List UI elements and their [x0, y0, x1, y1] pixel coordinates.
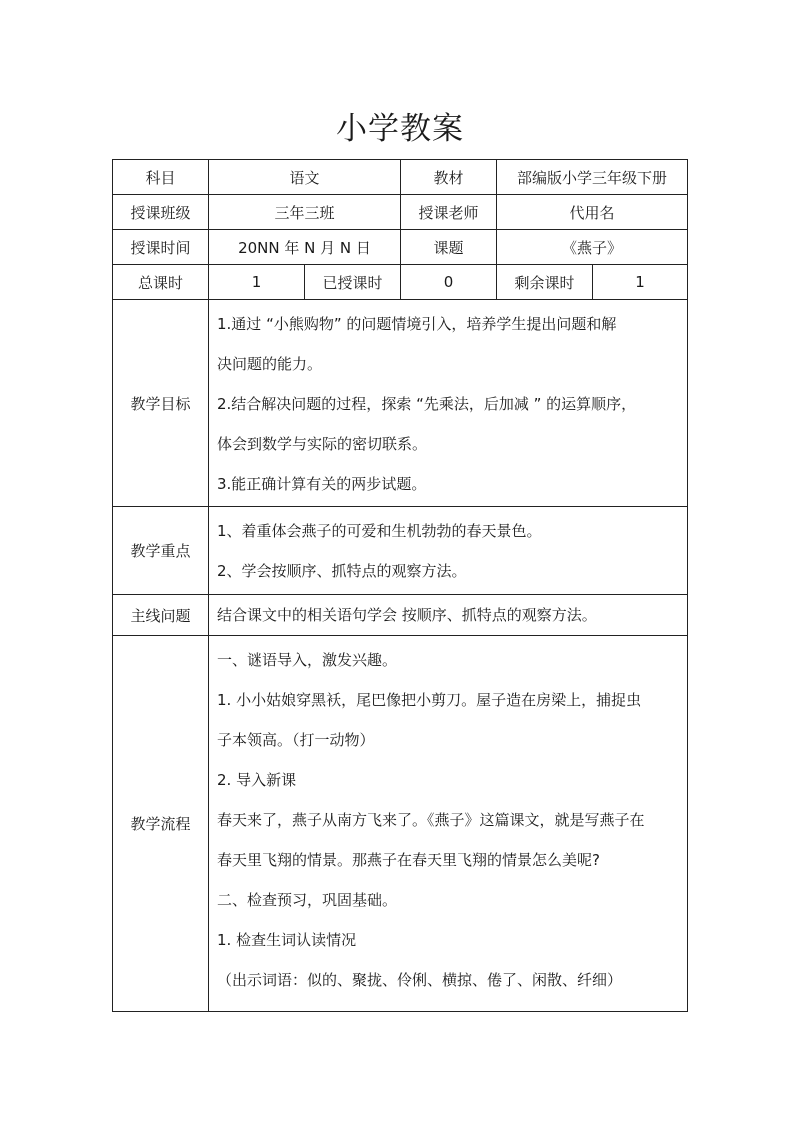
main-question-text: 结合课文中的相关语句学会 按顺序、抓特点的观察方法。 — [217, 606, 597, 624]
row-focus — [113, 507, 688, 595]
total-hours-label: 总课时 — [113, 265, 209, 300]
row-process — [113, 636, 688, 1012]
topic-value: 《燕子》 — [497, 230, 688, 265]
process-line: 一、谜语导入，激发兴趣。 — [217, 651, 398, 669]
class-value: 三年三班 — [209, 195, 401, 230]
row-hours — [113, 265, 688, 300]
main-question-label: 主线问题 — [113, 595, 209, 636]
page-title: 小学教案 — [336, 111, 464, 147]
goals-line: 3.能正确计算有关的两步试题。 — [217, 475, 427, 493]
process-line: 二、检查预习，巩固基础。 — [217, 891, 398, 909]
process-line: 2. 导入新课 — [217, 771, 297, 789]
row-goals — [113, 300, 688, 507]
focus-line: 2、学会按顺序、抓特点的观察方法。 — [217, 562, 467, 580]
process-line: 春天来了，燕子从南方飞来了。《燕子》这篇课文，就是写燕子在 — [217, 811, 645, 829]
focus-content — [209, 507, 688, 595]
goals-line: 体会到数学与实际的密切联系。 — [217, 435, 428, 453]
done-hours-value: 0 — [401, 265, 497, 300]
subject-value: 语文 — [209, 160, 401, 195]
time-label: 授课时间 — [113, 230, 209, 265]
textbook-value: 部编版小学三年级下册 — [497, 160, 688, 195]
subject-label: 科目 — [113, 160, 209, 195]
process-line: 1. 检查生词认读情况 — [217, 931, 357, 949]
process-label: 教学流程 — [113, 636, 209, 1012]
row-class — [113, 195, 688, 230]
process-line: （出示词语：似的、聚拢、伶俐、横掠、倦了、闲散、纤细） — [217, 971, 623, 989]
row-subject — [113, 160, 688, 195]
process-line: 子本领高。（打一动物） — [217, 731, 375, 749]
process-line: 1. 小小姑娘穿黑袄，尾巴像把小剪刀。屋子造在房梁上，捕捉虫 — [217, 691, 642, 709]
teacher-value: 代用名 — [497, 195, 688, 230]
process-line: 春天里飞翔的情景。那燕子在春天里飞翔的情景怎么美呢? — [217, 851, 600, 869]
remain-hours-label: 剩余课时 — [497, 265, 593, 300]
goals-line: 决问题的能力。 — [217, 355, 323, 373]
goals-label: 教学目标 — [113, 300, 209, 507]
teacher-label: 授课老师 — [401, 195, 497, 230]
lesson-plan-table — [112, 159, 688, 1012]
goals-line: 2.结合解决问题的过程，探索 “先乘法，后加减 ” 的运算顺序， — [217, 395, 637, 413]
row-main-question — [113, 595, 688, 636]
done-hours-label: 已授课时 — [305, 265, 401, 300]
topic-label: 课题 — [401, 230, 497, 265]
textbook-label: 教材 — [401, 160, 497, 195]
goals-content — [209, 300, 688, 507]
row-time — [113, 230, 688, 265]
focus-line: 1、着重体会燕子的可爱和生机勃勃的春天景色。 — [217, 522, 542, 540]
remain-hours-value: 1 — [593, 265, 688, 300]
class-label: 授课班级 — [113, 195, 209, 230]
time-value: 20NN 年 N 月 N 日 — [209, 230, 401, 265]
main-question-content — [209, 595, 688, 636]
focus-label: 教学重点 — [113, 507, 209, 595]
total-hours-value: 1 — [209, 265, 305, 300]
process-content — [209, 636, 688, 1012]
goals-line: 1.通过 “小熊购物” 的问题情境引入，培养学生提出问题和解 — [217, 315, 617, 333]
